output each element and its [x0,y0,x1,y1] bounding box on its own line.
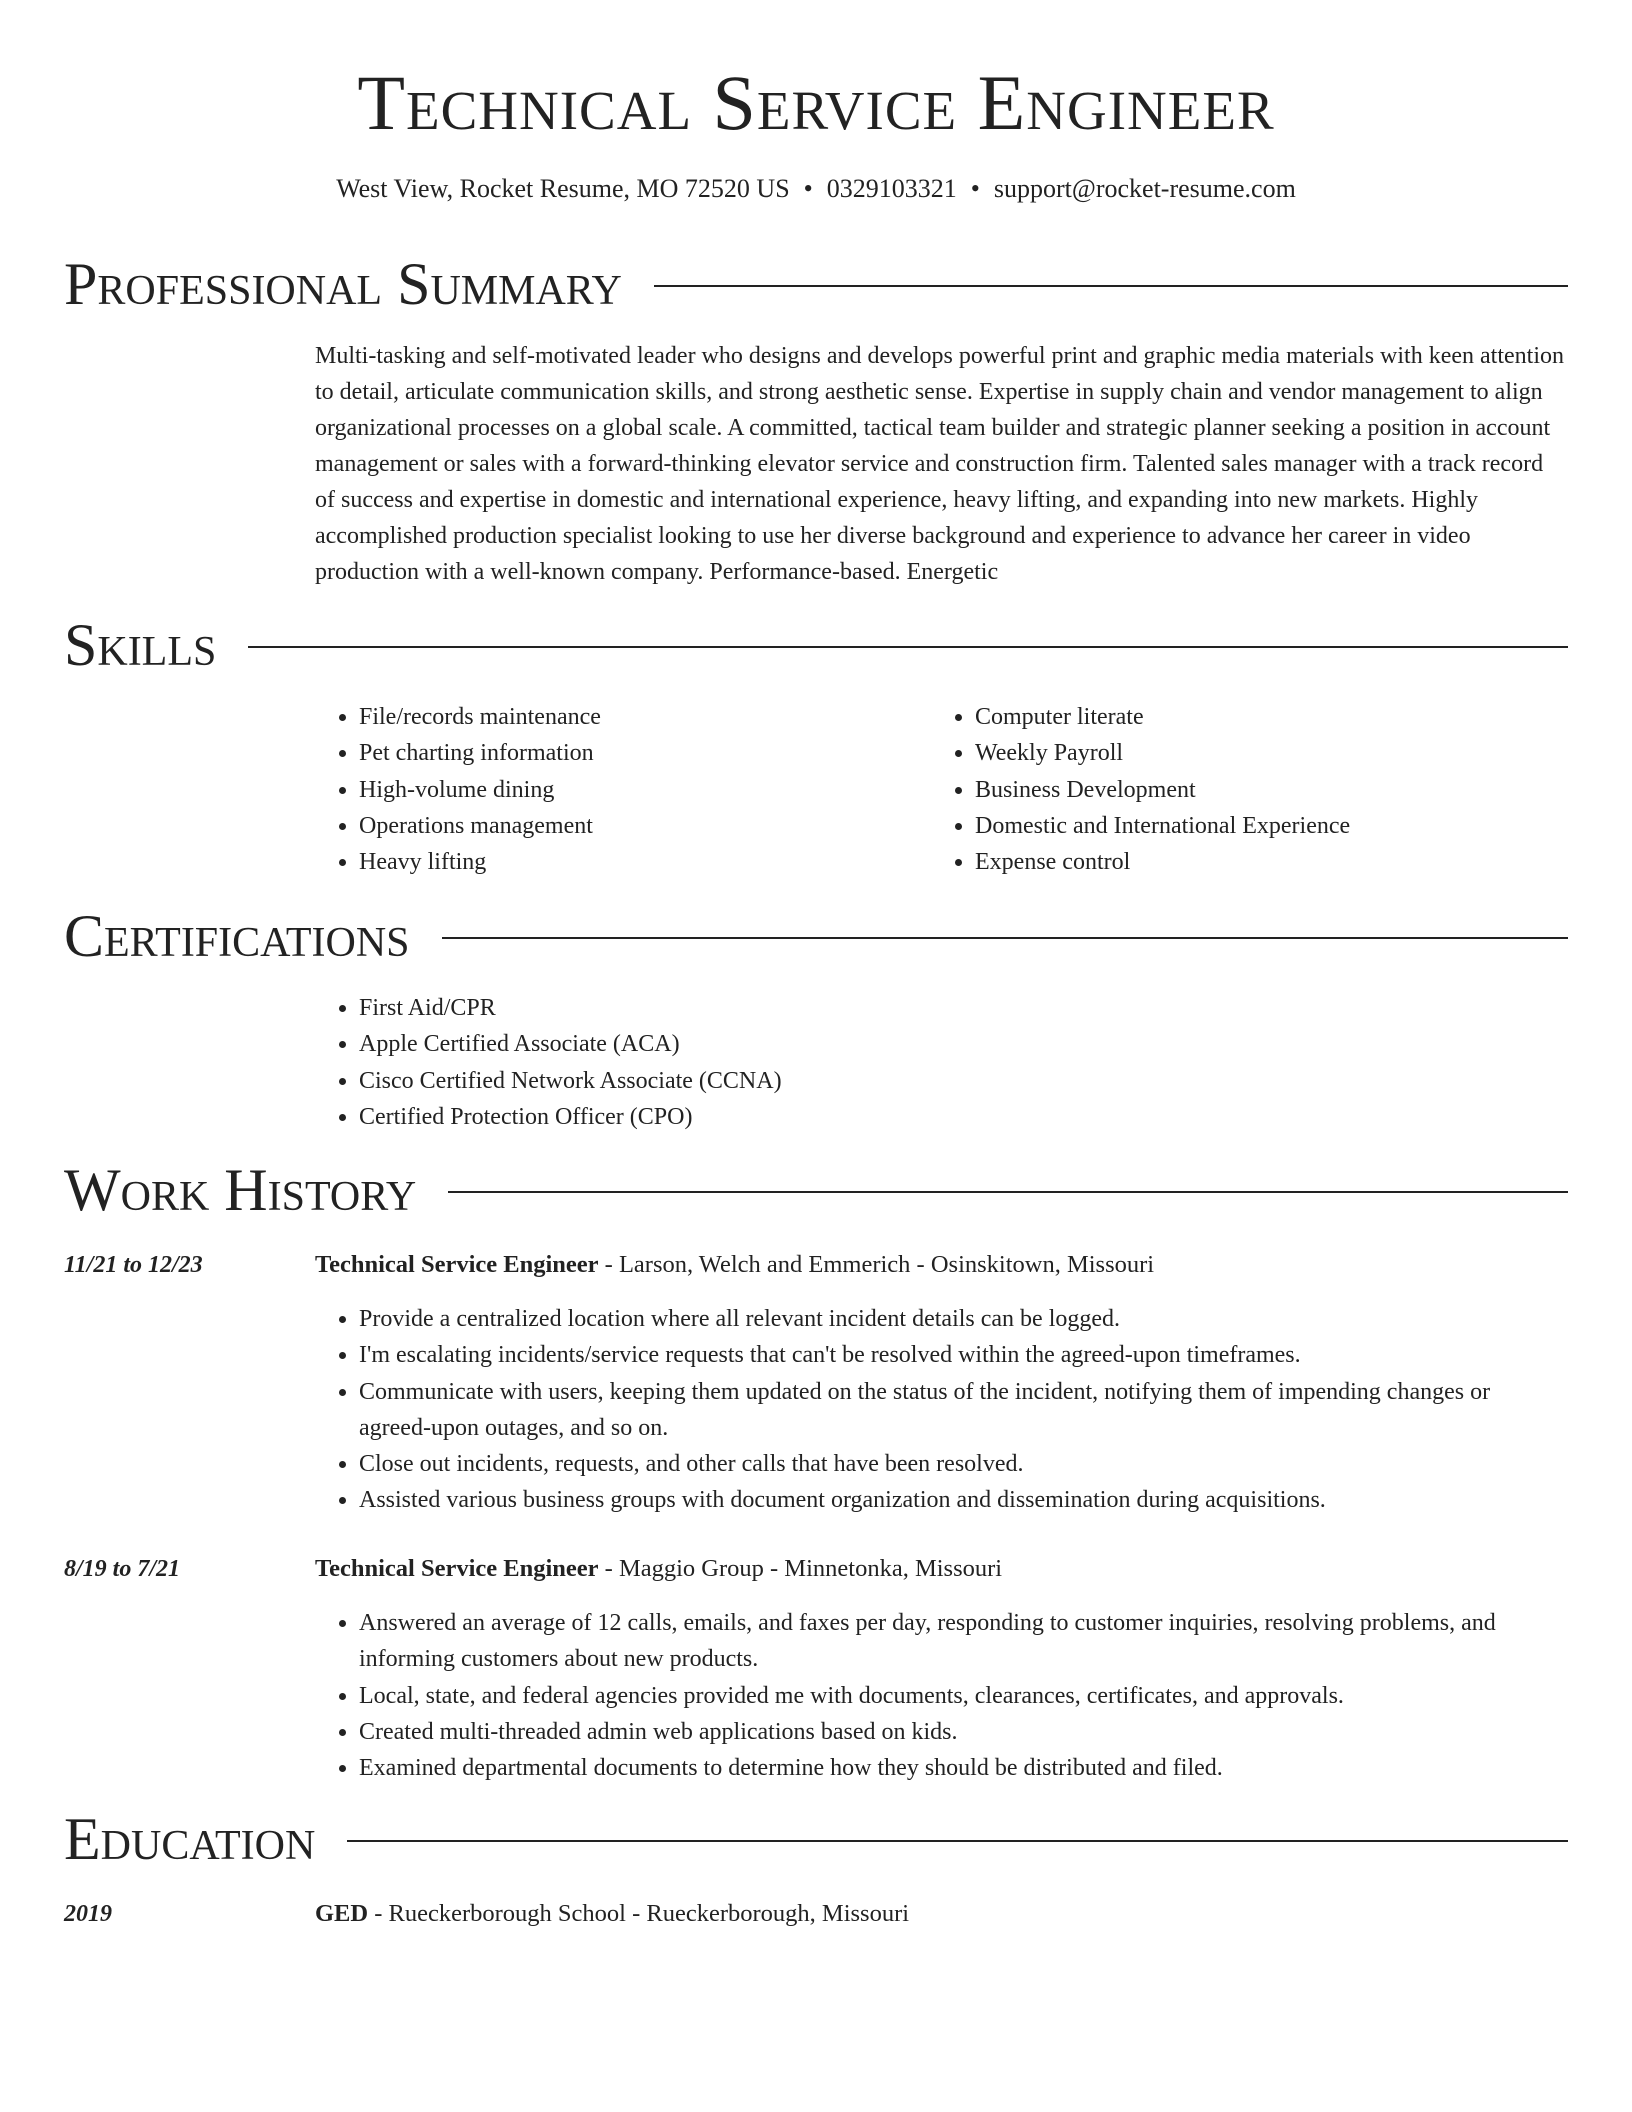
skills-column-right [931,699,1491,880]
education-heading: Education [64,1806,316,1872]
duties-list [315,1301,1568,1519]
skill-item: • Expense control [975,844,1491,880]
summary-text: Multi-tasking and self-motivated leader who designs and develops powerful print and graphic media materials with keen attention to detail, articulate communication skills, and strong aesthetic sense. Expertise in supply chain and vendor management to align organizational processes on a global scale. A committed, tactical team builder and strategic planner seeking a position in account management or sales with a forward-thinking elevator service and construction firm. Talented sales manager with a track record of success and expertise in domestic and international experience, heavy lifting, and expanding into new markets. Highly accomplished production specialist looking to use her diverse background and experience to advance her career in video production with a well-known company. Performance-based. Energetic [315,343,1564,585]
duties-list [315,1605,1568,1786]
skill-item: • Pet charting information [359,735,875,771]
duty-item: • Provide a centralized location where all relevant incident details can be logged. [359,1301,1568,1337]
duty-item: • Close out incidents, requests, and other calls that have been resolved. [359,1446,1568,1482]
certifications-section-header [64,901,1568,971]
job-dates: 11/21 to 12/23 [64,1252,203,1278]
job-title: Technical Service Engineer [315,1555,599,1582]
certification-item: • First Aid/CPR [359,990,1567,1026]
job-dates: 8/19 to 7/21 [64,1556,181,1582]
duty-item: • Created multi-threaded admin web applications based on kids. [359,1714,1568,1750]
duty-item: • Assisted various business groups with document organization and dissemination during acquisitions. [359,1482,1568,1518]
duty-item: • Local, state, and federal agencies provided me with documents, clearances, certificates, and approvals. [359,1678,1568,1714]
education-line [315,1896,909,1932]
contact-line [0,172,1632,206]
contact-separator: • [970,174,980,203]
skills-column-left [315,699,875,880]
section-divider [442,937,1568,939]
job-employer: - Larson, Welch and Emmerich - Osinskitown, Missouri [598,1251,1155,1278]
duty-item: • Examined departmental documents to determine how they should be distributed and filed. [359,1750,1568,1786]
summary-heading: Professional Summary [64,251,622,317]
certification-item: • Certified Protection Officer (CPO) [359,1099,1567,1135]
education-entry [64,1896,1568,1936]
contact-separator: • [803,174,813,203]
contact-address: West View, Rocket Resume, MO 72520 US [336,174,790,203]
work-section-header [64,1155,1568,1225]
education-section-header [64,1804,1568,1874]
certification-item: • Cisco Certified Network Associate (CCNA) [359,1063,1567,1099]
job-entry [64,1551,1568,1801]
skills-section-header [64,610,1568,680]
section-divider [654,285,1568,287]
education-degree: GED [315,1900,369,1927]
job-duties [315,1605,1568,1786]
job-title-line [315,1551,1002,1587]
education-year: 2019 [64,1901,112,1927]
skill-item: • Business Development [975,772,1491,808]
education-school: - Rueckerborough School - Rueckerborough, Missouri [368,1900,910,1927]
duty-item: • Answered an average of 12 calls, emails, and faxes per day, responding to customer inquiries, resolving problems, and informing customers about new products. [359,1605,1568,1678]
contact-email: support@rocket-resume.com [993,174,1296,203]
contact-phone: 0329103321 [826,174,957,203]
job-title: Technical Service Engineer [315,1251,599,1278]
section-divider [347,1840,1568,1842]
section-divider [248,646,1568,648]
summary-section-header [64,249,1568,319]
skills-list-left [315,699,875,880]
skill-item: • Operations management [359,808,875,844]
resume-name: Technical Service Engineer [357,59,1275,146]
skills-heading: Skills [64,612,217,678]
skill-item: • Weekly Payroll [975,735,1491,771]
job-duties [315,1301,1568,1519]
certifications-list [315,990,1567,1135]
job-entry [64,1247,1568,1527]
skill-item: • Domestic and International Experience [975,808,1491,844]
skill-item: • File/records maintenance [359,699,875,735]
skills-list-right [931,699,1491,880]
job-employer: - Maggio Group - Minnetonka, Missouri [598,1555,1003,1582]
certifications-heading: Certifications [64,903,410,969]
certifications-block [315,990,1567,1135]
job-title-line [315,1247,1154,1283]
skill-item: • High-volume dining [359,772,875,808]
duty-item: • I'm escalating incidents/service requests that can't be resolved within the agreed-upon timeframes. [359,1337,1568,1373]
section-divider [448,1191,1568,1193]
work-heading: Work History [64,1157,417,1223]
skill-item: • Heavy lifting [359,844,875,880]
duty-item: • Communicate with users, keeping them updated on the status of the incident, notifying them of impending changes or agreed-upon outages, and so on. [359,1374,1568,1447]
certification-item: • Apple Certified Associate (ACA) [359,1026,1567,1062]
skill-item: • Computer literate [975,699,1491,735]
